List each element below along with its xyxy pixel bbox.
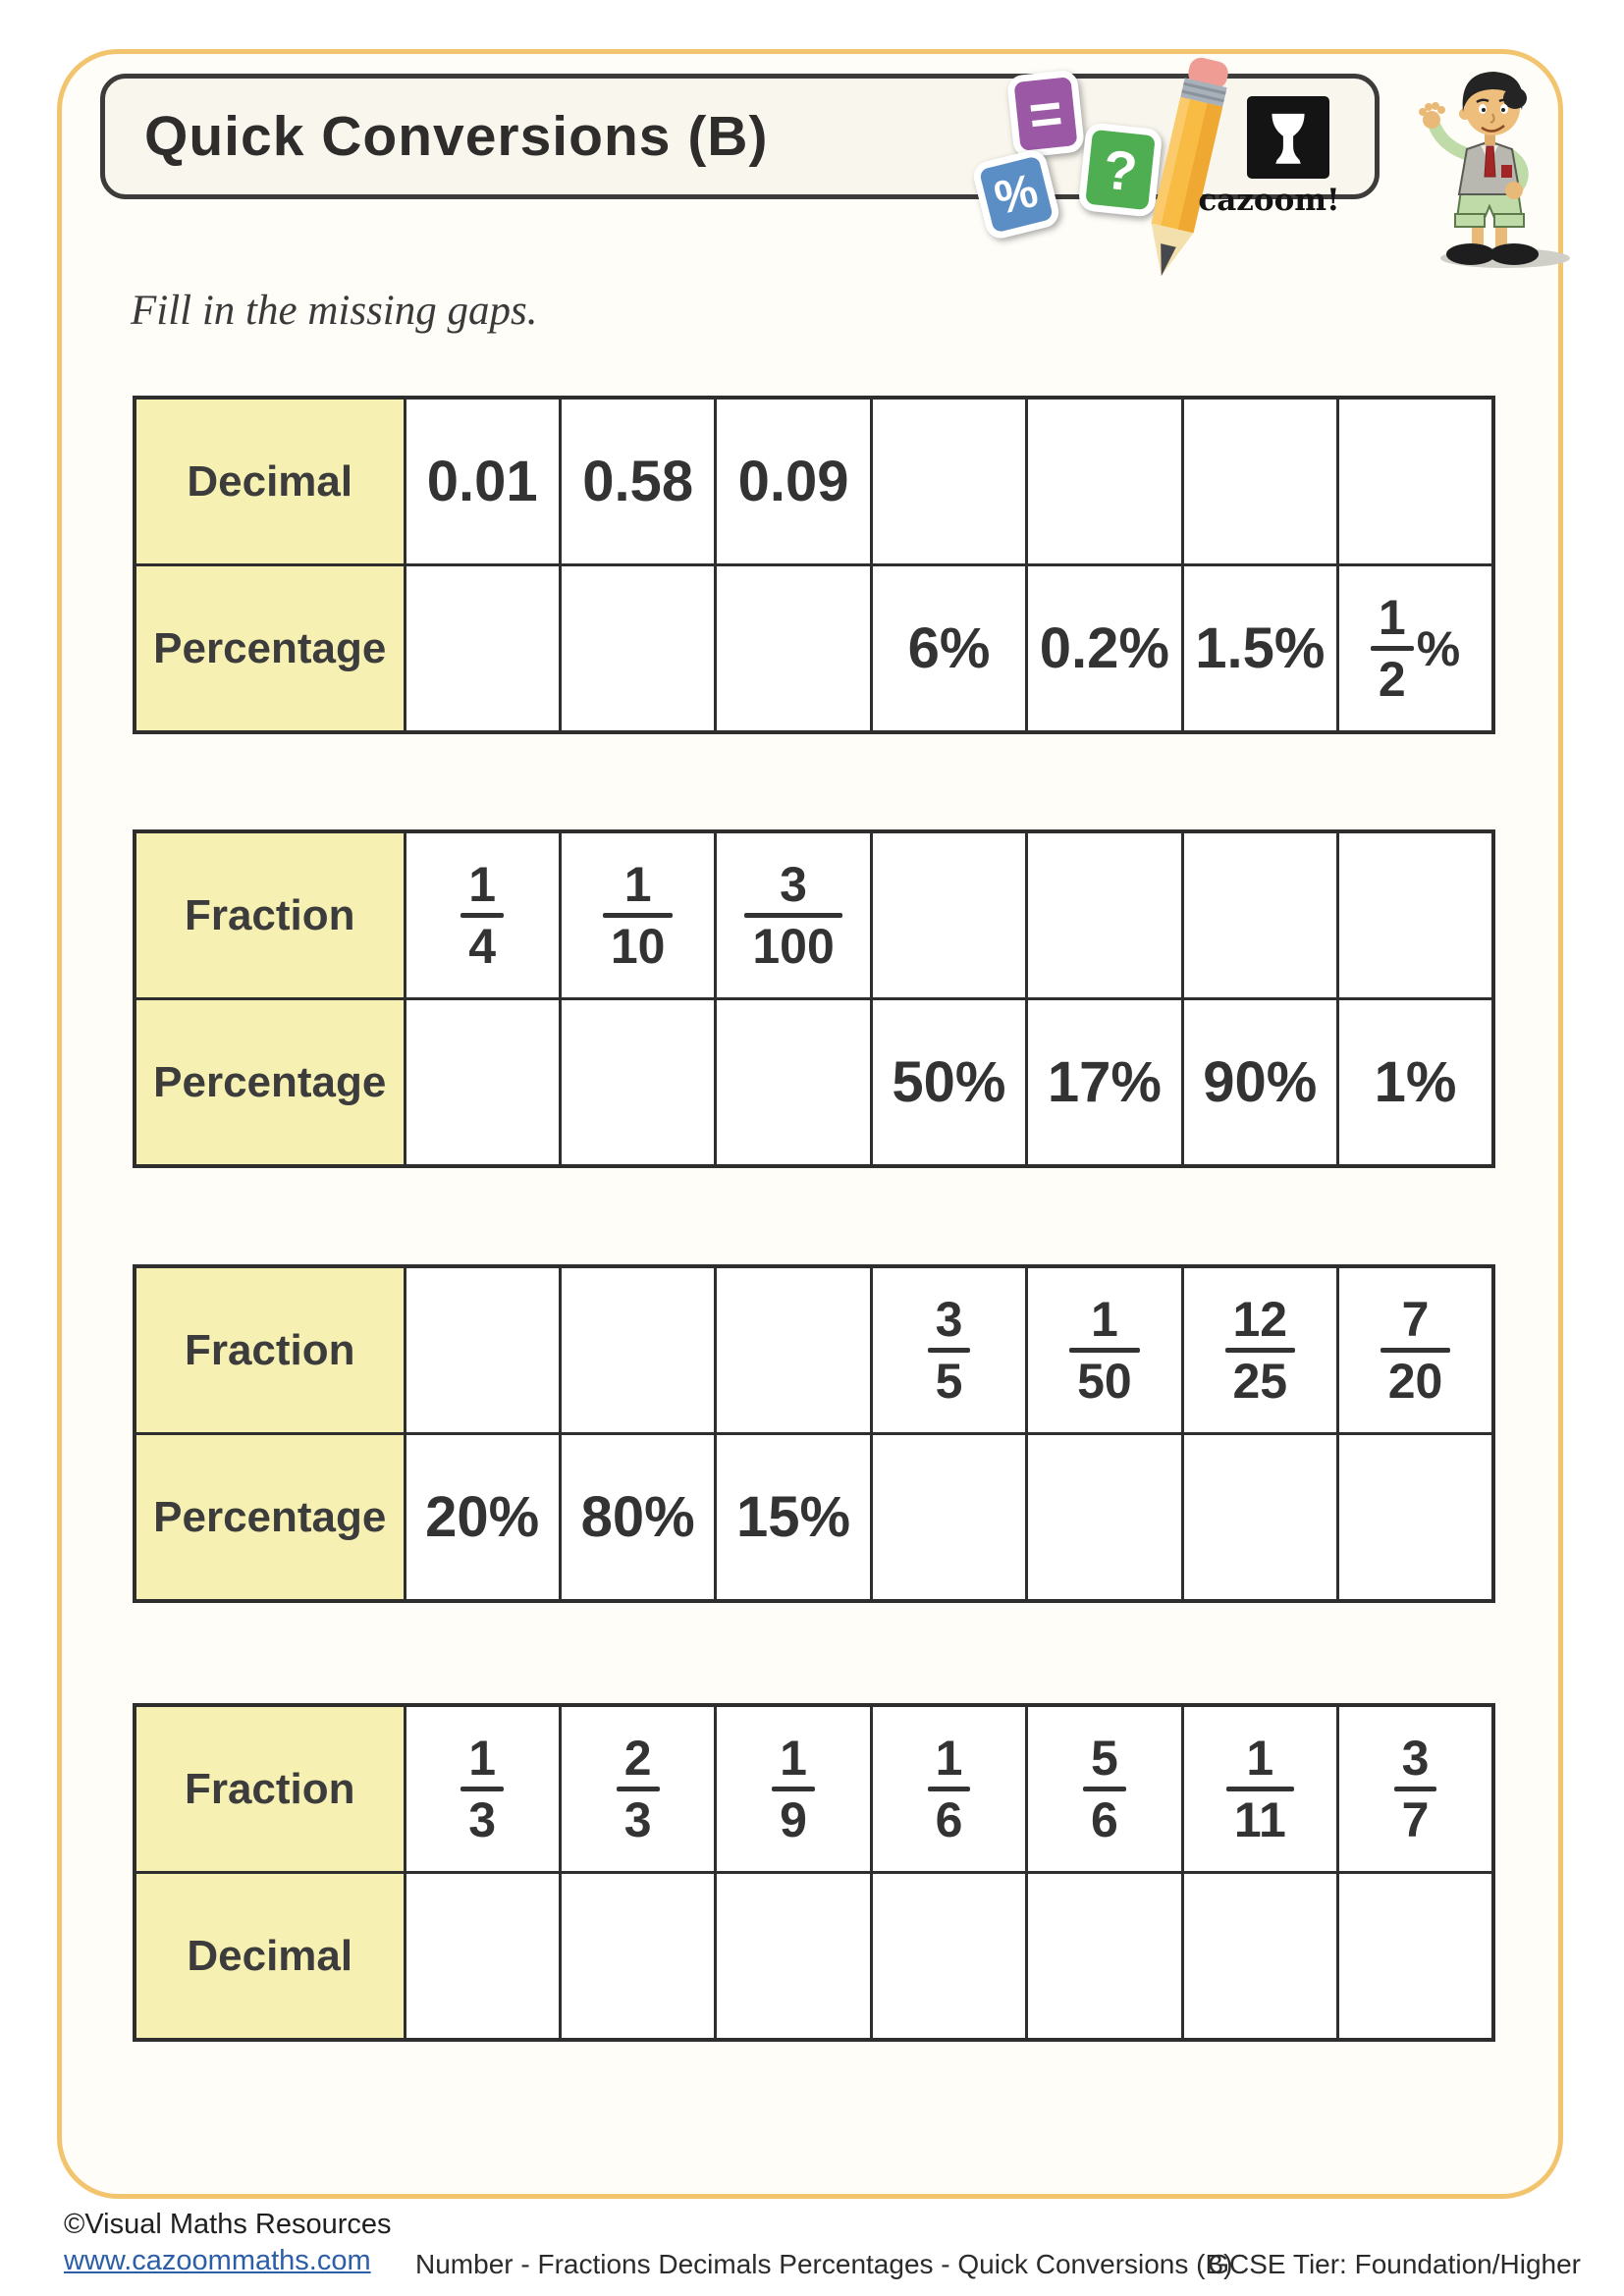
fraction-cell: 7 20 — [1338, 1266, 1493, 1434]
conversion-table-fraction-percentage — [133, 829, 1495, 1168]
table-row — [135, 1873, 1493, 2041]
answer-cell — [1182, 1873, 1337, 2041]
value-cell: 90% — [1182, 999, 1337, 1167]
answer-cell — [871, 398, 1026, 565]
question-glyph: ? — [1100, 136, 1141, 203]
percent-glyph: % — [989, 164, 1044, 225]
answer-cell — [1027, 398, 1182, 565]
fraction-cell: 12 25 — [1182, 1266, 1337, 1434]
pencil-icon — [1127, 51, 1245, 293]
instruction-text: Fill in the missing gaps. — [131, 288, 538, 334]
table-row — [135, 1705, 1493, 1873]
row-label: Percentage — [135, 1434, 405, 1602]
answer-cell — [716, 999, 871, 1167]
row-label: Decimal — [135, 1873, 405, 2041]
answer-cell — [1182, 831, 1337, 999]
equals-tile-icon — [1006, 69, 1085, 158]
equals-glyph: = — [1025, 80, 1066, 148]
answer-cell — [871, 831, 1026, 999]
fraction-cell: 1 50 — [1027, 1266, 1182, 1434]
answer-cell — [1027, 1873, 1182, 2041]
answer-cell — [560, 565, 715, 733]
fraction-cell: 1 11 — [1182, 1705, 1337, 1873]
value-cell: 15% — [716, 1434, 871, 1602]
answer-cell — [716, 1873, 871, 2041]
value-cell: 1% — [1338, 999, 1493, 1167]
value-cell: 80% — [560, 1434, 715, 1602]
value-cell: 6% — [871, 565, 1026, 733]
answer-cell — [871, 1434, 1026, 1602]
student-character-illustration — [1402, 65, 1589, 273]
answer-cell — [405, 999, 560, 1167]
cazoom-logo — [1247, 96, 1329, 179]
conversion-table-decimal-percentage — [133, 396, 1495, 734]
answer-cell — [716, 565, 871, 733]
answer-cell — [1182, 398, 1337, 565]
fraction-cell: 1 6 — [871, 1705, 1026, 1873]
answer-cell — [1338, 831, 1493, 999]
fraction-cell: 3 100 — [716, 831, 871, 999]
answer-cell — [560, 1266, 715, 1434]
answer-cell — [1182, 1434, 1337, 1602]
answer-cell — [560, 999, 715, 1167]
table-row — [135, 1266, 1493, 1434]
copyright-text: ©Visual Maths Resources — [64, 2209, 392, 2240]
value-cell: 1.5% — [1182, 565, 1337, 733]
answer-cell — [1338, 1873, 1493, 2041]
answer-cell — [1027, 831, 1182, 999]
table-row — [135, 1434, 1493, 1602]
answer-cell — [716, 1266, 871, 1434]
answer-cell — [871, 1873, 1026, 2041]
drum-icon — [1261, 108, 1316, 167]
row-label: Fraction — [135, 1266, 405, 1434]
answer-cell — [1338, 1434, 1493, 1602]
row-label: Decimal — [135, 398, 405, 565]
value-cell: 17% — [1027, 999, 1182, 1167]
conversion-table-percentage-fraction — [133, 1264, 1495, 1603]
value-cell: 0.58 — [560, 398, 715, 565]
answer-cell — [1338, 398, 1493, 565]
row-label: Percentage — [135, 565, 405, 733]
fraction-cell: 1 9 — [716, 1705, 871, 1873]
table-row — [135, 999, 1493, 1167]
fraction-cell: 3 7 — [1338, 1705, 1493, 1873]
footer-tier: GCSE Tier: Foundation/Higher — [1208, 2249, 1581, 2279]
page-title: Quick Conversions (B) — [144, 105, 769, 168]
value-cell: 20% — [405, 1434, 560, 1602]
answer-cell — [560, 1873, 715, 2041]
fraction-cell: 1 10 — [560, 831, 715, 999]
table-row — [135, 831, 1493, 999]
fraction-cell: 2 3 — [560, 1705, 715, 1873]
conversion-table-fraction-decimal — [133, 1703, 1495, 2042]
value-cell: 0.01 — [405, 398, 560, 565]
answer-cell — [405, 565, 560, 733]
row-label: Percentage — [135, 999, 405, 1167]
answer-cell — [1027, 1434, 1182, 1602]
fraction-cell: 3 5 — [871, 1266, 1026, 1434]
answer-cell — [405, 1873, 560, 2041]
row-label: Fraction — [135, 831, 405, 999]
fraction-cell: 1 3 — [405, 1705, 560, 1873]
value-cell: 0.09 — [716, 398, 871, 565]
table-row — [135, 565, 1493, 733]
value-cell: 50% — [871, 999, 1026, 1167]
table-row — [135, 398, 1493, 565]
fraction-cell: 1 2 % — [1338, 565, 1493, 733]
answer-cell — [405, 1266, 560, 1434]
fraction-cell: 5 6 — [1027, 1705, 1182, 1873]
row-label: Fraction — [135, 1705, 405, 1873]
value-cell: 0.2% — [1027, 565, 1182, 733]
logo-text: cazoom! — [1198, 183, 1340, 218]
website-link[interactable]: www.cazoommaths.com — [64, 2245, 371, 2276]
fraction-cell: 1 4 — [405, 831, 560, 999]
footer-category: Number - Fractions Decimals Percentages - Quick Conversions (B) — [415, 2249, 1233, 2279]
